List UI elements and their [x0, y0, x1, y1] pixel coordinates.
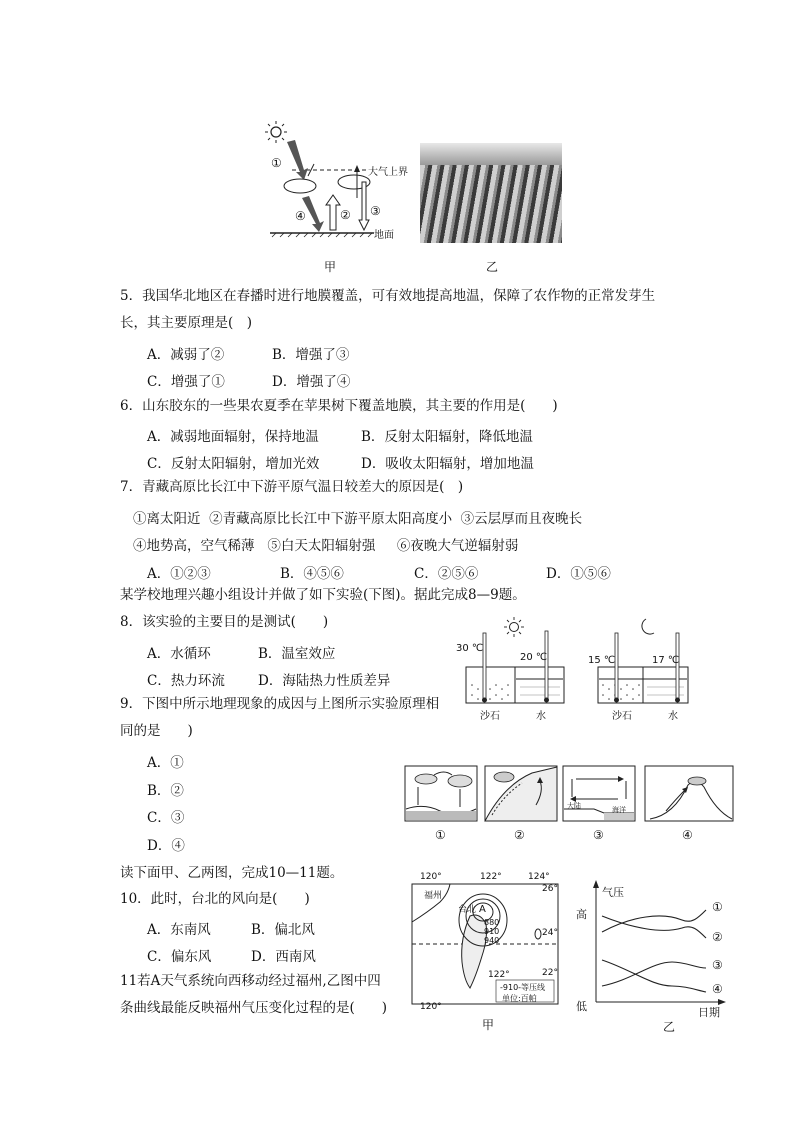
- day-sand-temp: 30 ℃: [456, 643, 484, 654]
- map-fuzhou: 福州: [424, 891, 443, 901]
- map-system-a: A: [479, 904, 486, 915]
- panel3-sea-label: 海洋: [612, 806, 626, 814]
- q6-option-b[interactable]: B．反射太阳辐射，降低地温: [361, 429, 533, 445]
- q10-option-b[interactable]: B．偏北风: [251, 922, 315, 938]
- q7-items-line2: ④地势高，空气稀薄 ⑤白天太阳辐射强 ⑥夜晚大气逆辐射弱: [133, 538, 519, 554]
- chart-low: 低: [576, 1000, 587, 1013]
- curve-label-2: ②: [712, 930, 723, 944]
- panel-label-2: ②: [514, 828, 525, 842]
- q9-option-d[interactable]: D．④: [147, 838, 185, 854]
- map-isobar-940: 940: [484, 936, 500, 945]
- chart-xlabel: 日期: [698, 1006, 720, 1019]
- atmosphere-top-label: 大气上界: [368, 167, 408, 178]
- q8-option-b[interactable]: B．温室效应: [258, 646, 336, 662]
- q5-line2: 长，其主要原理是( ): [120, 315, 253, 331]
- curve-label-3: ③: [712, 958, 723, 972]
- q7-option-c[interactable]: C．②⑤⑥: [414, 566, 479, 582]
- q10-stem: 10．此时，台北的风向是( ): [120, 891, 310, 907]
- map-lon-120: 120°: [420, 872, 442, 882]
- intro-8-9: 某学校地理兴趣小组设计并做了如下实验(下图)。据此完成8—9题。: [120, 587, 526, 603]
- q10-option-a[interactable]: A．东南风: [147, 922, 211, 938]
- q7-option-a[interactable]: A．①②③: [147, 566, 211, 582]
- q9-option-c[interactable]: C．③: [147, 810, 185, 826]
- q10-option-c[interactable]: C．偏东风: [147, 949, 212, 965]
- q10-option-d[interactable]: D．西南风: [251, 949, 316, 965]
- ground-label: 地面: [374, 230, 394, 241]
- q8-option-d[interactable]: D．海陆热力性质差异: [258, 673, 391, 689]
- night-sand-label: 沙石: [612, 711, 632, 722]
- q7-option-d[interactable]: D．①⑤⑥: [546, 566, 611, 582]
- day-sand-label: 沙石: [480, 711, 500, 722]
- map-bottom-lon-120: 120°: [420, 1002, 442, 1012]
- q7-items-line1: ①离太阳近 ②青藏高原比长江中下游平原太阳高度小 ③云层厚而且夜晚长: [133, 511, 583, 527]
- curve-label-4: ④: [712, 982, 723, 996]
- q5-option-a[interactable]: A．减弱了②: [147, 347, 225, 363]
- night-sand-temp: 15 ℃: [588, 655, 616, 666]
- map-lat-24: 24°: [542, 928, 558, 938]
- q8-stem: 8．该实验的主要目的是测试( ): [120, 614, 329, 630]
- q11-line1: 11若A天气系统向西移动经过福州,乙图中四: [120, 973, 381, 989]
- weather-map: [410, 872, 562, 1012]
- curve-label-1: ①: [712, 900, 723, 914]
- map-lon-124: 124°: [528, 872, 550, 882]
- intro-10-11: 读下面甲、乙两图，完成10—11题。: [120, 865, 344, 881]
- q9-line1: 9．下图中所示地理现象的成因与上图所示实验原理相: [120, 696, 440, 712]
- label-2: ②: [340, 208, 351, 222]
- map-lon-122: 122°: [480, 872, 502, 882]
- chart-caption: 乙: [663, 1020, 676, 1034]
- chart-ylabel: 气压: [602, 886, 624, 899]
- q5-option-c[interactable]: C．增强了①: [147, 374, 225, 390]
- chart-high: 高: [576, 908, 587, 921]
- q6-option-d[interactable]: D．吸收太阳辐射，增加地温: [361, 456, 534, 472]
- panel-label-3: ③: [593, 828, 604, 842]
- label-3: ③: [370, 204, 381, 218]
- radiation-diagram: [262, 120, 412, 245]
- map-isobar-910: 910: [484, 927, 500, 936]
- map-legend-line: -910-等压线: [500, 983, 546, 992]
- pressure-chart: [572, 878, 732, 1018]
- map-legend-unit: 单位:百帕: [502, 994, 537, 1003]
- q5-option-d[interactable]: D．增强了④: [272, 374, 351, 390]
- map-caption: 甲: [482, 1018, 495, 1032]
- q5-option-b[interactable]: B．增强了③: [272, 347, 350, 363]
- q9-option-b[interactable]: B．②: [147, 783, 184, 799]
- day-water-temp: 20 ℃: [520, 652, 548, 663]
- panel-label-4: ④: [682, 828, 693, 842]
- q8-option-a[interactable]: A．水循环: [147, 646, 211, 662]
- q7-stem: 7．青藏高原比长江中下游平原气温日较差大的原因是( ): [120, 479, 464, 495]
- q6-stem: 6．山东胶东的一些果农夏季在苹果树下覆盖地膜，其主要的作用是( ): [120, 398, 558, 414]
- label-4: ④: [295, 209, 306, 223]
- q5-line1: 5．我国华北地区在春播时进行地膜覆盖，可有效地提高地温，保障了农作物的正常发芽生: [120, 288, 656, 304]
- map-bottom-lon-122: 122°: [488, 970, 510, 980]
- q6-option-c[interactable]: C．反射太阳辐射，增加光效: [147, 456, 320, 472]
- experiment-figure: [450, 615, 690, 723]
- q7-option-b[interactable]: B．④⑤⑥: [280, 566, 344, 582]
- q9-line2: 同的是 ): [120, 723, 193, 739]
- phenomena-panels: [404, 765, 736, 845]
- field-mulch-photo: [420, 143, 562, 243]
- q6-option-a[interactable]: A．减弱地面辐射，保持地温: [147, 429, 319, 445]
- night-water-temp: 17 ℃: [652, 655, 680, 666]
- q8-option-c[interactable]: C．热力环流: [147, 673, 225, 689]
- day-water-label: 水: [536, 711, 546, 722]
- map-lat-26: 26°: [542, 884, 558, 894]
- night-water-label: 水: [668, 711, 678, 722]
- q11-line2: 条曲线最能反映福州气压变化过程的是( ): [120, 1000, 388, 1016]
- panel3-land-label: 大陆: [567, 802, 581, 810]
- panel-label-1: ①: [435, 828, 446, 842]
- figure-caption-a: 甲: [324, 260, 337, 274]
- label-1: ①: [271, 156, 282, 170]
- q9-option-a[interactable]: A．①: [147, 755, 184, 771]
- figure-caption-b: 乙: [486, 260, 499, 274]
- map-isobar-880: 880: [484, 918, 500, 927]
- map-lat-22: 22°: [542, 968, 558, 978]
- map-taipei: 台北: [458, 905, 477, 915]
